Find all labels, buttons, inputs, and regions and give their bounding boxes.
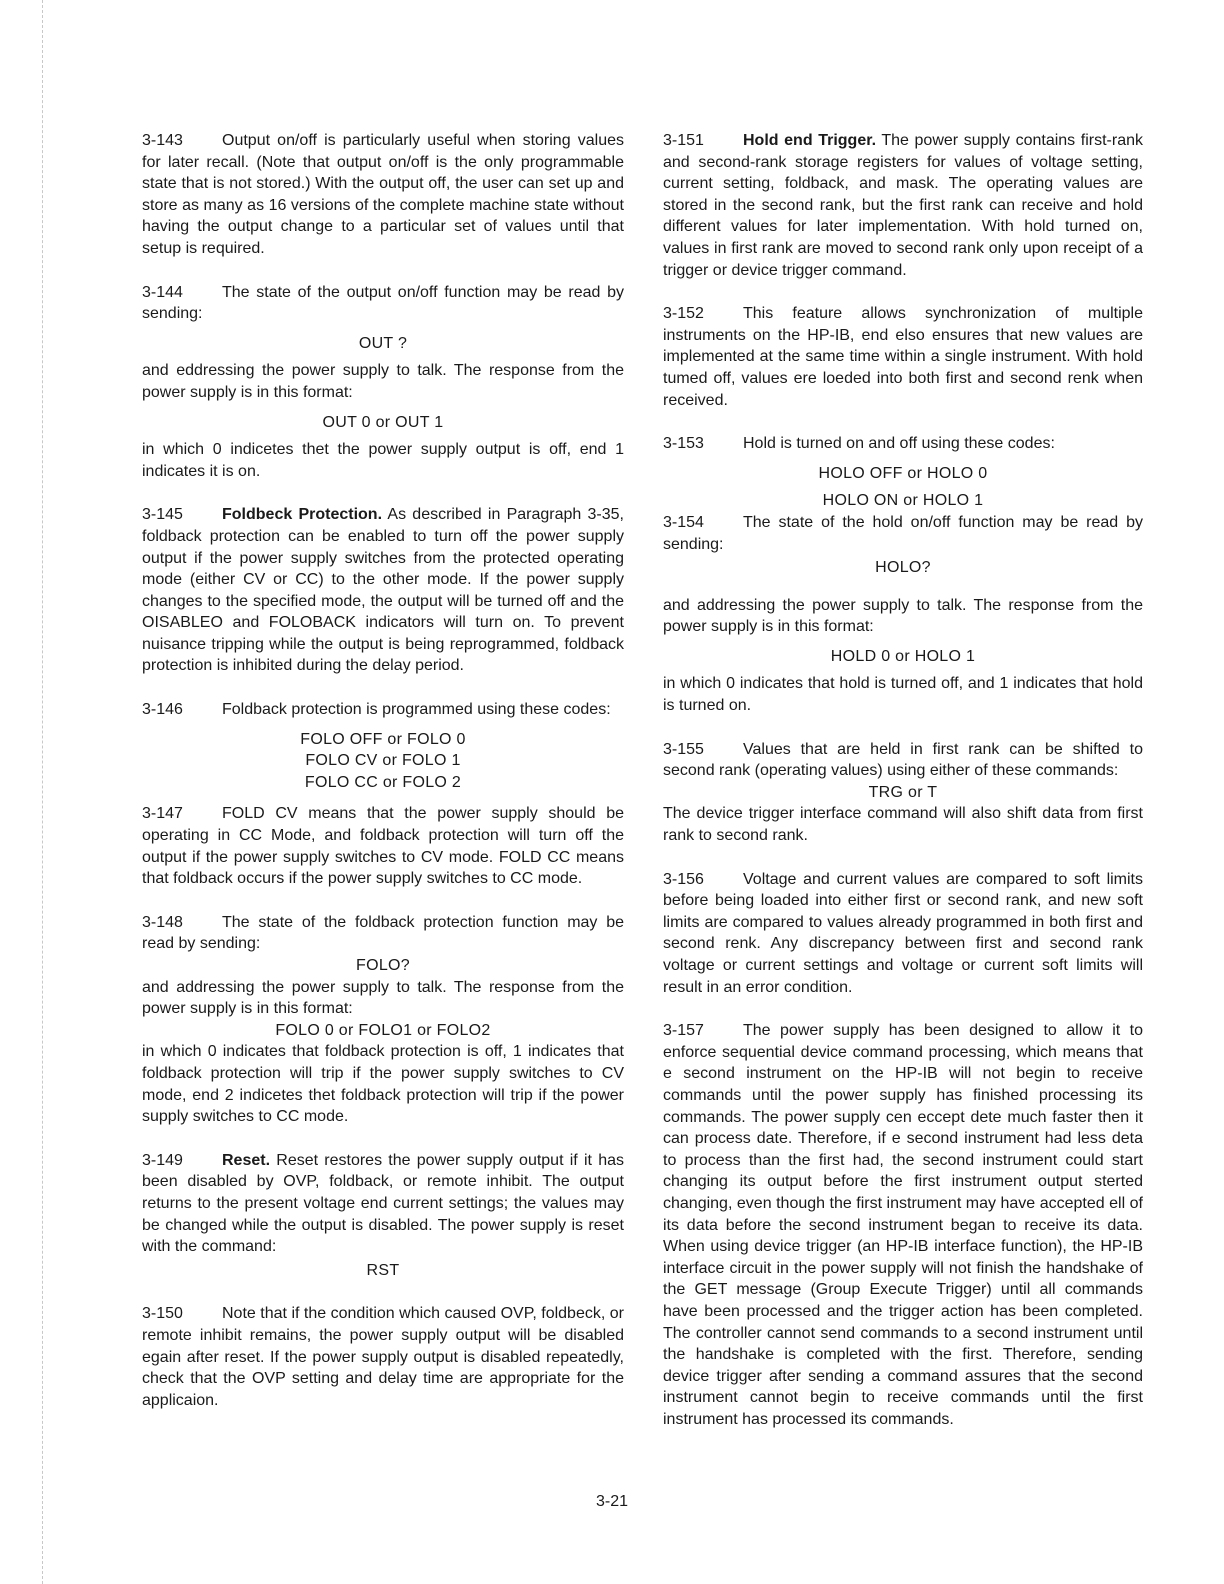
code-fold-response: FOLO 0 or FOLO1 or FOLO2 (275, 1021, 491, 1039)
paragraph-3-143 (142, 130, 624, 260)
paragraph-3-152 (663, 303, 1143, 411)
code-trg: TRG or T (868, 783, 938, 801)
paragraph-number: 3-146 (142, 701, 183, 719)
paragraph-number: 3-147 (142, 805, 183, 823)
paragraph-text: Foldback protection is programmed using these codes: (222, 701, 611, 719)
paragraph-3-156 (663, 869, 1143, 999)
code-hold-query: HOLO? (875, 559, 931, 577)
paragraph-3-155 (663, 739, 1143, 782)
paragraph-number: 3-152 (663, 305, 704, 323)
paragraph-text: Voltage and current values are compared to soft limits before being loaded into either first or second rank, and new soft limits are compared to values already programmed in both first and second renk. Any discrepancy between first and second rank voltage or current settings and voltage or current soft limits will result in an error condition. (663, 870, 1143, 996)
paragraph-number: 3-150 (142, 1305, 183, 1323)
paragraph-continuation: in which 0 indicates that hold is turned off, and 1 indicates that hold is turned on. (663, 675, 1143, 715)
paragraph-3-147 (142, 803, 624, 889)
paragraph-text: Note that if the condition which caused OVP, foldbeck, or remote inhibit remains, the power supply output will be disabled egain after reset. If the power supply output is disabled repeatedly, check that the OVP setting and delay time are appropriate for the applicaion. (142, 1305, 624, 1409)
paragraph-3-146 (142, 699, 624, 721)
code-fold-cv: FOLO CV or FOLO 1 (305, 752, 461, 770)
paragraph-number: 3-157 (663, 1022, 704, 1040)
paragraph-text: The power supply has been designed to allow it to enforce sequential device command processing, which means that e second instrument on the HP-IB will not begin to receive commands until the power supply has finished processing its commands. The power supply cen eccept dete much faster then it can process date. Therefore, if e second instrument had less deta to process than the first had, the second instrument could start changing its output before the first instrument output sterted changing, even though the first instrument may have accepted ell of its data before the second instrument began to receive its data. When using device trigger (an HP-IB interface function), the HP-IB interface circuit in the power supply will not finish the handshake of the GET message (Group Execute Trigger) until all commands have been processed and the trigger action has been completed. The controller cannot send commands to a second instrument until the handshake is completed with the first. Therefore, sending device trigger after sending a command assures that the second instrument cannot begin to receive commands until the first instrument has processed its commands. (663, 1022, 1143, 1428)
paragraph-text: Values that are held in first rank can be shifted to second rank (operating values) using either of these commands: (663, 740, 1143, 780)
paragraph-continuation: and eddressing the power supply to talk. The response from the power supply is in this format: (142, 362, 624, 401)
paragraph-text: The state of the hold on/off function may be read by sending: (663, 513, 1143, 553)
paragraph-text: The power supply contains first-rank and second-rank storage registers for values of voltage setting, current setting, foldback, and mask. The operating values are stored in the second rank, but the first rank can receive and hold different values for later implementation. With hold turned on, values in first rank are moved to second rank only upon receipt of a trigger or device trigger command. (663, 132, 1144, 279)
code-hold-response: HOLD 0 or HOLO 1 (830, 647, 976, 665)
paragraph-3-157 (663, 1020, 1143, 1430)
code-fold-cc: FOLO CC or FOLO 2 (304, 773, 462, 791)
paragraph-text: Reset restores the power supply output if it has been disabled by OVP, foldback, or remote inhibit. The output returns to the present voltage end current settings; the values may be changed while the output is disabled. The power supply is reset with the command: (142, 1151, 624, 1256)
code-rst: RST (366, 1261, 400, 1279)
code-hold-off: HOLO OFF or HOLO 0 (818, 464, 988, 482)
paragraph-number: 3-148 (142, 913, 183, 931)
paragraph-continuation: in which 0 indicates that foldback protection is off, 1 indicates that foldback protection will trip if the power supply switches to CV mode, end 2 indicetes thet foldback protection will trip if the power supply switches to CC mode. (142, 1043, 624, 1126)
paragraph-continuation: The device trigger interface command will also shift data from first rank to second rank. (663, 805, 1143, 845)
paragraph-number: 3-151 (663, 132, 704, 149)
paragraph-number: 3-143 (142, 132, 183, 149)
code-out-query: OUT ? (358, 334, 408, 352)
paragraph-number: 3-144 (142, 283, 183, 301)
code-fold-query: FOLO? (356, 957, 410, 974)
paragraph-text: This feature allows synchronization of multiple instruments on the HP-IB, end elso ensures that new values are implemented at the same time within a single instrument. With hold tumed off, values ere loeded into both first and second renk when received. (663, 305, 1143, 409)
code-fold-off: FOLO OFF or FOLO 0 (300, 730, 466, 748)
paragraph-3-154 (663, 512, 1143, 555)
paragraph-number: 3-155 (663, 740, 704, 758)
paragraph-3-151 (663, 130, 1143, 281)
right-column (663, 130, 1143, 1452)
paragraph-continuation: in which 0 indicetes thet the power supply output is off, end 1 indicates it is on. (142, 441, 624, 480)
code-hold-on: HOLO ON or HOLO 1 (822, 492, 984, 510)
paragraph-text: As described in Paragraph 3-35, foldback protection can be enabled to turn off the power supply output if the power supply switches from the protected operating mode (either CV or CC) to the other mode. If the power supply changes to the specified mode, the output will be turned off and the OISABLEO and FOLOBACK indicators will turn on. To prevent nuisance tripping while the output is being reprogrammed, foldback protection is inhibited during the delay period. (142, 506, 625, 675)
paragraph-text: The state of the foldback protection function may be read by sending: (142, 913, 624, 953)
paragraph-number: 3-156 (663, 870, 704, 888)
paragraph-number: 3-149 (142, 1151, 183, 1169)
paragraph-3-145 (142, 504, 624, 677)
paragraph-text: FOLD CV means that the power supply should be operating in CC Mode, and foldback protection will turn off the output if the power supply switches to CV mode. FOLD CC means that foldback occurs if the power supply switches to CC mode. (142, 805, 624, 888)
section-heading: Hold end Trigger. (743, 132, 877, 149)
paragraph-3-144 (142, 282, 624, 325)
section-heading: Foldbeck Protection. (222, 506, 383, 524)
paragraph-number: 3-153 (663, 435, 704, 453)
paragraph-continuation: and addressing the power supply to talk. The response from the power supply is in this format: (663, 596, 1143, 636)
paragraph-3-153 (663, 433, 1143, 455)
paragraph-3-148 (142, 912, 624, 955)
paragraph-3-150 (142, 1303, 624, 1411)
code-out-response: OUT 0 or OUT 1 (322, 413, 444, 431)
scan-edge-line (42, 0, 43, 1584)
left-column (142, 130, 624, 1433)
paragraph-continuation: and addressing the power supply to talk. The response from the power supply is in this format: (142, 978, 624, 1018)
paragraph-text: Output on/off is particularly useful when storing values for later recall. (Note that output on/off is the only programmable state that is not stored.) With the output off, the user can set up and store as many as 16 versions of the complete machine state without having the output change to a particular set of values until that setup is required. (142, 132, 624, 257)
paragraph-text: Hold is turned on and off using these codes: (743, 435, 1055, 453)
paragraph-number: 3-145 (142, 506, 183, 524)
paragraph-3-149 (142, 1150, 624, 1258)
paragraph-number: 3-154 (663, 513, 704, 531)
paragraph-text: The state of the output on/off function may be read by sending: (142, 283, 624, 323)
section-heading: Reset. (222, 1151, 271, 1169)
page-number: 3-21 (595, 1493, 629, 1510)
